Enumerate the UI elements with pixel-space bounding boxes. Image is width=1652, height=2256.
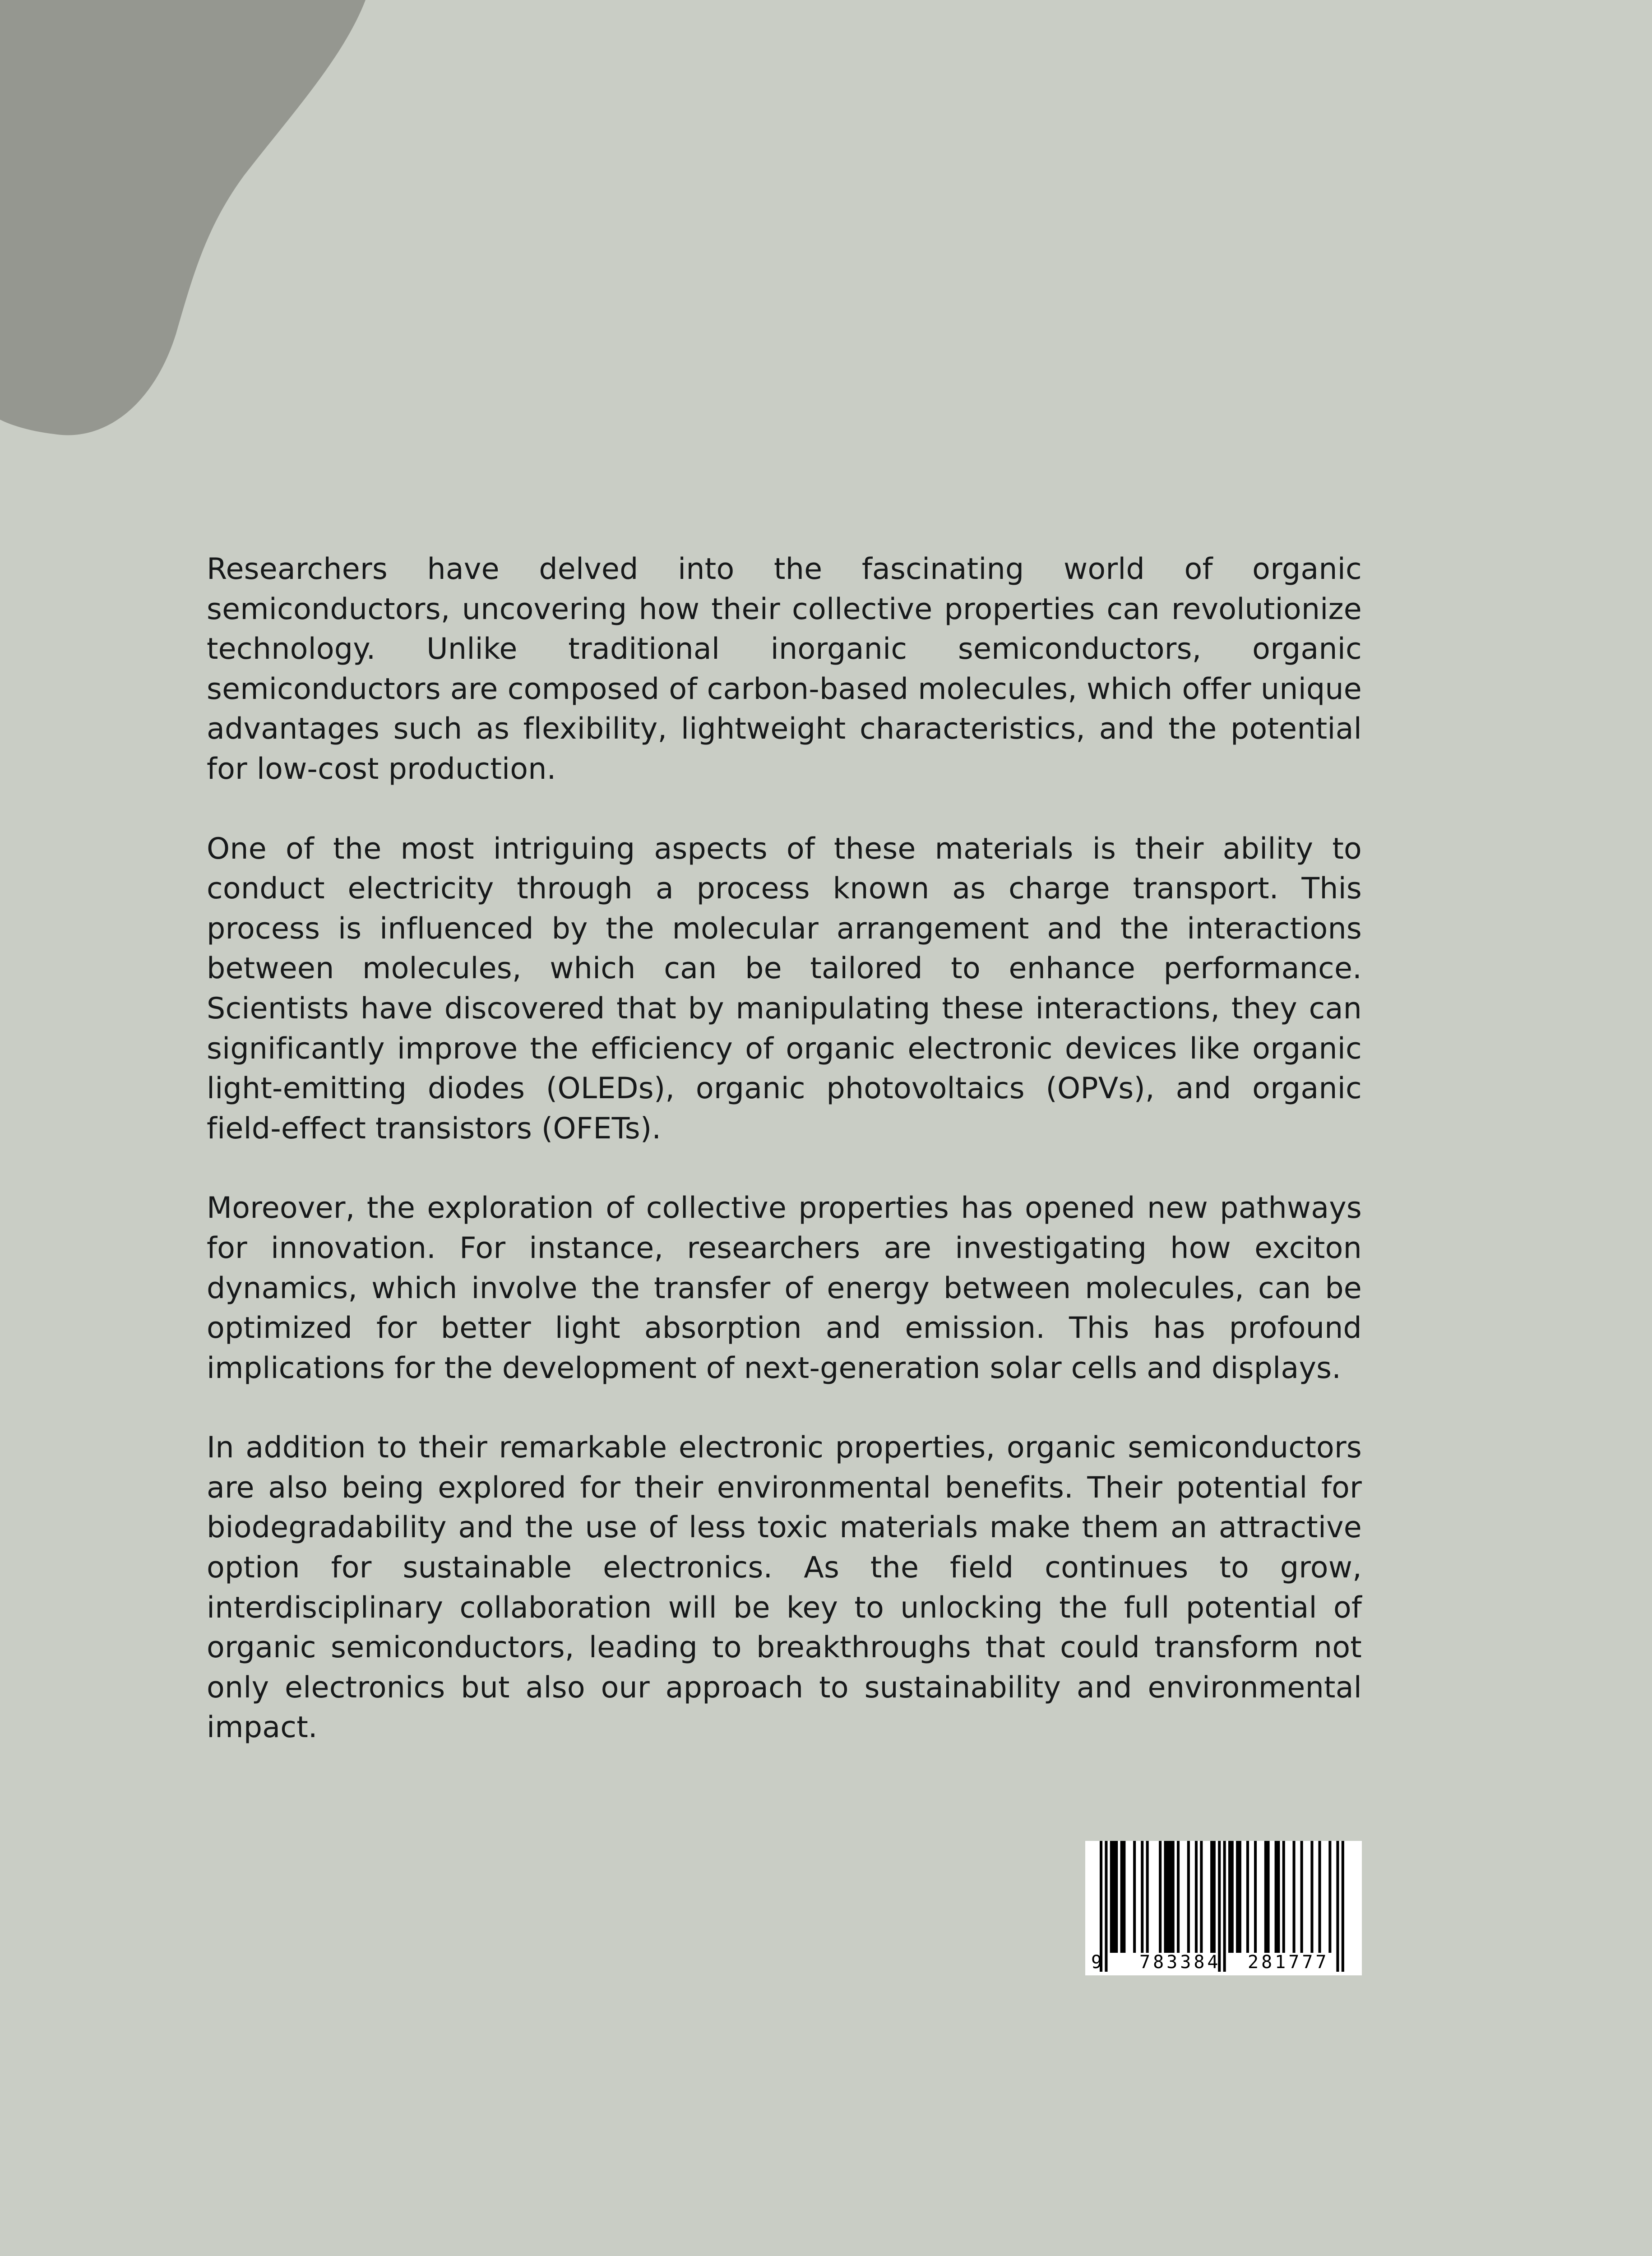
body-text xyxy=(207,550,1362,1788)
barcode-bar xyxy=(1336,1841,1339,1972)
blob-path xyxy=(0,0,366,435)
barcode-bar xyxy=(1300,1841,1303,1953)
barcode-bar xyxy=(1277,1841,1280,1953)
barcode-bar xyxy=(1246,1841,1249,1953)
barcode-bar xyxy=(1141,1841,1143,1953)
barcode-bar xyxy=(1239,1841,1241,1953)
barcode-bar xyxy=(1342,1841,1344,1972)
isbn-barcode xyxy=(1085,1841,1362,1975)
barcode-bar xyxy=(1267,1841,1270,1953)
barcode-bar xyxy=(1213,1841,1216,1953)
barcode-bar xyxy=(1177,1841,1180,1953)
barcode-bar xyxy=(1187,1841,1190,1953)
barcode-bar xyxy=(1166,1841,1169,1953)
barcode-bar xyxy=(1164,1841,1167,1953)
barcode-bar xyxy=(1264,1841,1267,1953)
barcode-bar xyxy=(1195,1841,1198,1953)
barcode-bar xyxy=(1105,1841,1107,1972)
barcode-bar xyxy=(1293,1841,1296,1953)
barcode-bar xyxy=(1282,1841,1285,1953)
decorative-blob-shape xyxy=(0,0,370,442)
barcode-bar xyxy=(1159,1841,1161,1953)
barcode-bar xyxy=(1231,1841,1234,1953)
barcode-bar xyxy=(1120,1841,1123,1953)
barcode-bar xyxy=(1146,1841,1149,1953)
paragraph-3: Moreover, the exploration of collective properties has opened new pathways for innovation. For instance, researchers are investigating how exciton dynamics, which involve the transfer of energy between molecules, can be optimized for better light absorption and emission. This has profound implications for the development of next-generation solar cells and displays. xyxy=(207,1191,1362,1385)
barcode-bar xyxy=(1133,1841,1136,1953)
barcode-bar xyxy=(1223,1841,1226,1972)
barcode-left-digits: 783384 xyxy=(1139,1952,1221,1973)
barcode-bar xyxy=(1169,1841,1172,1953)
barcode-bar xyxy=(1115,1841,1118,1953)
barcode-bar xyxy=(1228,1841,1231,1953)
barcode-bar xyxy=(1210,1841,1213,1953)
barcode-lead-digit: 9 xyxy=(1091,1952,1105,1973)
barcode-bar xyxy=(1254,1841,1257,1953)
barcode-bar xyxy=(1113,1841,1115,1953)
paragraph-4: In addition to their remarkable electronic properties, organic semiconductors are also being explored for their environmental benefits. Their potential for biodegradability and the use of less toxic materials make them an attractive option for sustainable electronics. As the field continues to grow, interdisciplinary collaboration will be key to unlocking the full potential of organic semiconductors, leading to breakthroughs that could transform not only electronics but also our approach to sustainability and environmental impact. xyxy=(207,1431,1362,1745)
barcode-bar xyxy=(1319,1841,1321,1953)
barcode-right-digits: 281777 xyxy=(1248,1952,1329,1973)
barcode-bar xyxy=(1275,1841,1277,1953)
barcode-bar xyxy=(1200,1841,1203,1953)
paragraph-1: Researchers have delved into the fascinating world of organic semiconductors, uncovering how their collective properties can revolutionize technology. Unlike traditional inorganic semiconductors, organic semiconductors are composed of carbon-based molecules, which offer unique advantages such as flexibility, lightweight characteristics, and the potential for low-cost production. xyxy=(207,552,1362,786)
barcode-bar xyxy=(1110,1841,1113,1953)
barcode-bar xyxy=(1328,1841,1331,1953)
barcode-bar xyxy=(1123,1841,1125,1953)
barcode-bar xyxy=(1236,1841,1239,1953)
barcode-bar xyxy=(1172,1841,1175,1953)
barcode-bar xyxy=(1310,1841,1313,1953)
paragraph-2: One of the most intriguing aspects of these materials is their ability to conduct electricity through a process known as charge transport. This process is influenced by the molecular arrangement and the interactions between molecules, which can be tailored to enhance performance. Scientists have discovered that by manipulating these interactions, they can significantly improve the efficiency of organic electronic devices like organic light-emitting diodes (OLEDs), organic photovoltaics (OPVs), and organic field-effect transistors (OFETs). xyxy=(207,832,1362,1146)
